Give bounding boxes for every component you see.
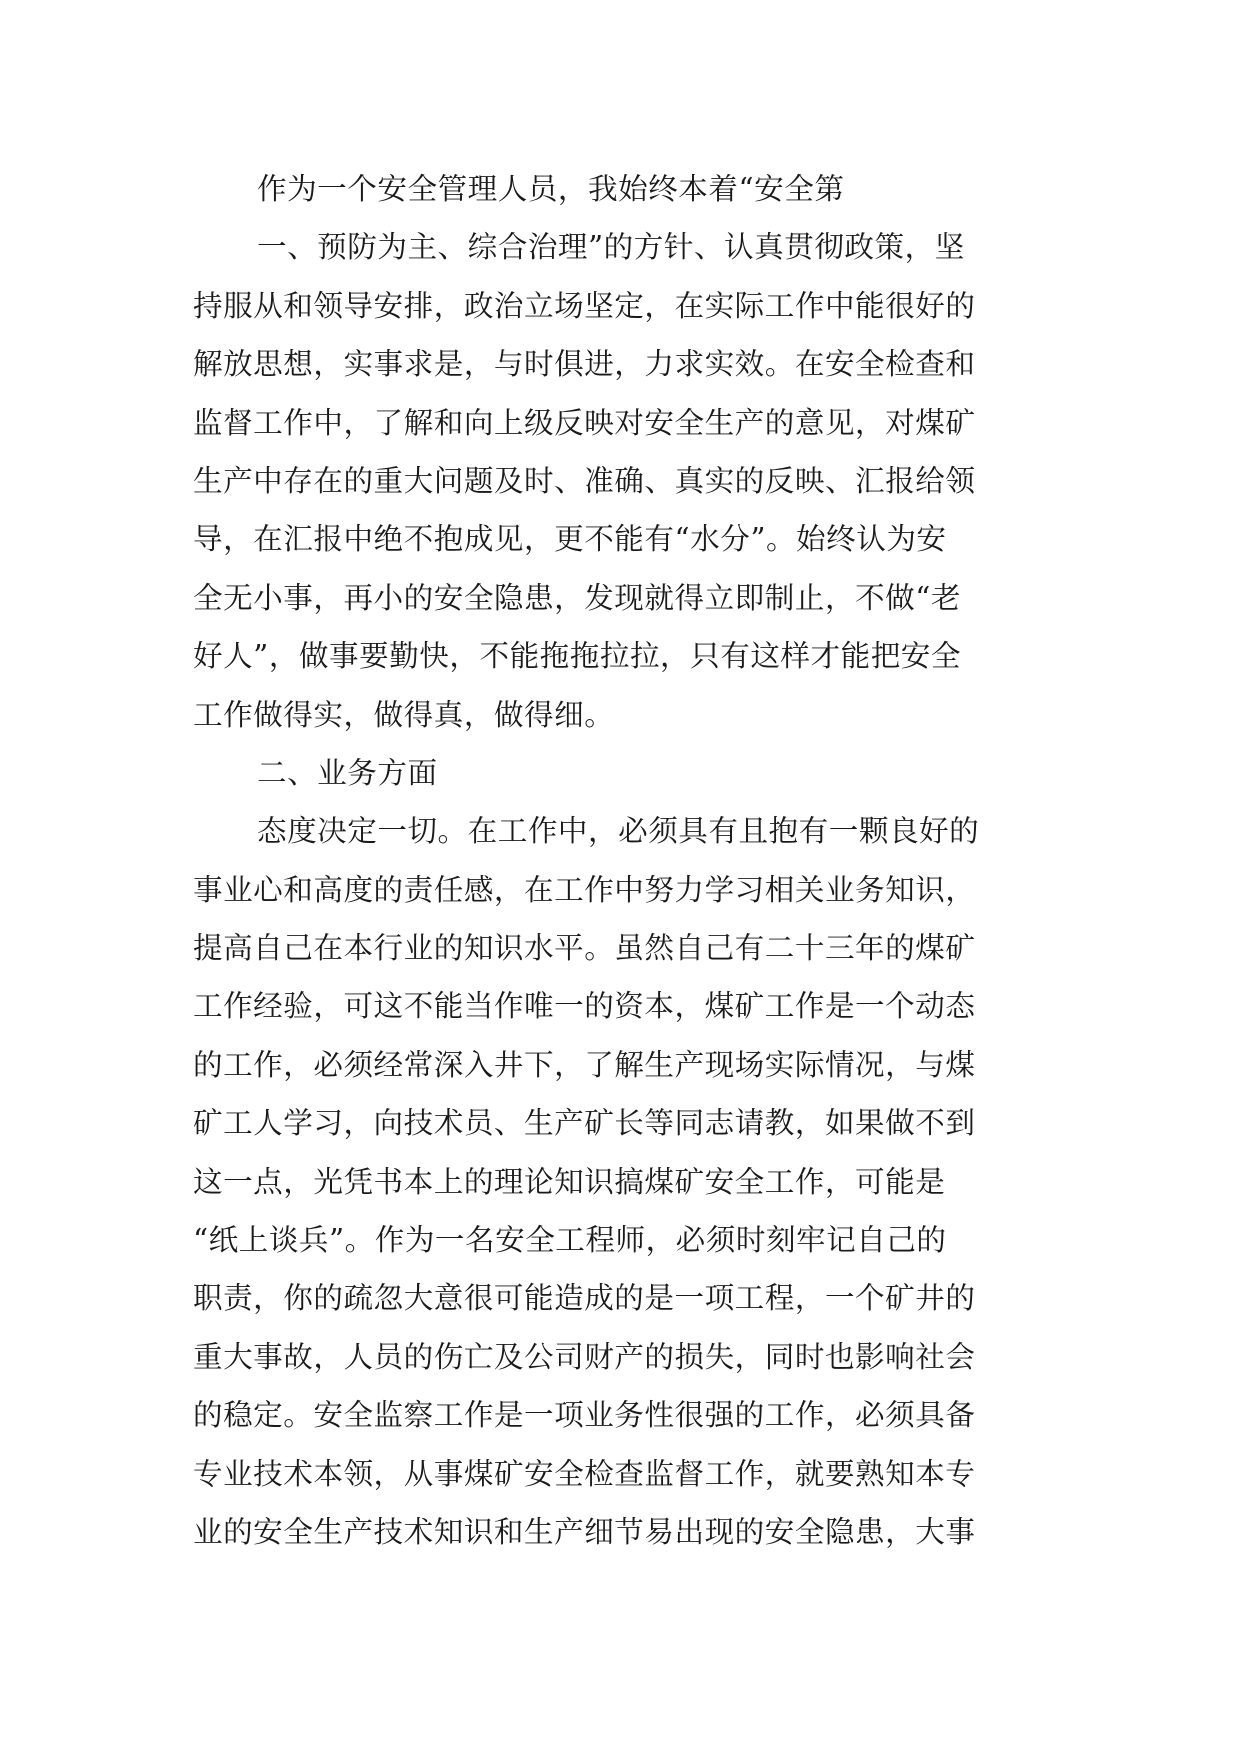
text-line: 矿工人学习，向技术员、生产矿长等同志请教，如果做不到 [193,1106,976,1141]
text-line: 职责，你的疏忽大意很可能造成的是一项工程，一个矿井的 [193,1281,976,1316]
text-line: 重大事故，人员的伤亡及公司财产的损失，同时也影响社会 [193,1339,976,1374]
text-line: 监督工作中，了解和向上级反映对安全生产的意见，对煤矿 [193,405,976,440]
text-line: 专业技术本领，从事煤矿安全检查监督工作，就要熟知本专 [193,1456,976,1491]
text-line: 生产中存在的重大问题及时、准确、真实的反映、汇报给领 [193,463,976,498]
text-line: 持服从和领导安排，政治立场坚定，在实际工作中能很好的 [193,288,976,323]
text-line: 这一点，光凭书本上的理论知识搞煤矿安全工作，可能是 [193,1164,946,1199]
text-line: 的稳定。安全监察工作是一项业务性很强的工作，必须具备 [193,1398,976,1433]
text-line: 的工作，必须经常深入井下，了解生产现场实际情况，与煤 [193,1047,976,1082]
text-line: 好人”，做事要勤快，不能拖拖拉拉，只有这样才能把安全 [193,639,961,674]
text-line: 工作做得实，做得真，做得细。 [193,697,615,732]
text-line: 工作经验，可这不能当作唯一的资本，煤矿工作是一个动态 [193,989,976,1024]
text-line: 导，在汇报中绝不抱成见，更不能有“水分”。始终认为安 [193,522,947,557]
text-line: 全无小事，再小的安全隐患，发现就得立即制止，不做“老 [193,580,961,615]
text-line: “纸上谈兵”。作为一名安全工程师，必须时刻牢记自己的 [193,1223,947,1258]
text-line: 态度决定一切。在工作中，必须具有且抱有一颗良好的 [257,814,980,849]
text-line: 解放思想，实事求是，与时俱进，力求实效。在安全检查和 [193,347,976,382]
text-line: 作为一个安全管理人员，我始终本着“安全第 [257,172,845,206]
text-line: 提高自己在本行业的知识水平。虽然自己有二十三年的煤矿 [193,931,976,966]
text-line: 业的安全生产技术知识和生产细节易出现的安全隐患，大事 [193,1514,976,1549]
text-line: 二、业务方面 [257,755,438,790]
text-line: 事业心和高度的责任感，在工作中努力学习相关业务知识， [193,872,976,907]
text-line: 一、预防为主、综合治理”的方针、认真贯彻政策，坚 [257,230,965,265]
body-text [193,160,1053,1561]
